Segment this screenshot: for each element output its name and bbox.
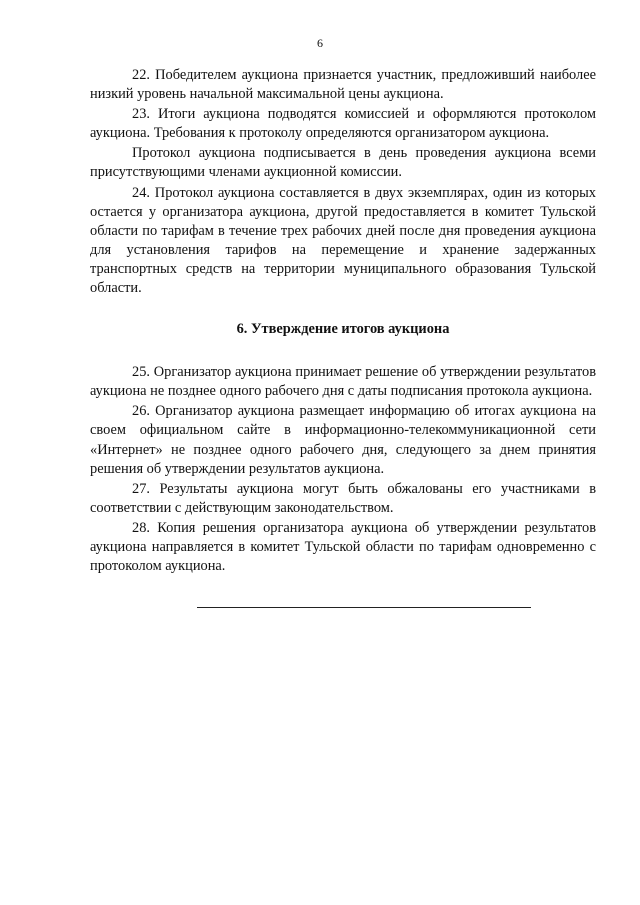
paragraph-28: 28. Копия решения организатора аукциона об утверждении результатов аукциона направляется в комитет Тульской области по тарифам одновременно с протоколом аукциона.	[90, 519, 596, 575]
paragraph-24: 24. Протокол аукциона составляется в двух экземплярах, один из которых остается у организатора аукциона, другой предоставляется в комитет Тульской области по тарифам в течение трех рабочих дней после дня проведения аукциона для установления тарифов на перемещение и хранение задержанных транспортных средств на территории муниципального образования Тульской области.	[90, 184, 596, 297]
section-approval-of-results	[90, 363, 596, 576]
end-of-document-line	[197, 607, 531, 608]
section-auction-results	[90, 66, 596, 298]
paragraph-protocol-signing: Протокол аукциона подписывается в день проведения аукциона всеми присутствующими членами аукционной комиссии.	[90, 145, 596, 181]
paragraph-23: 23. Итоги аукциона подводятся комиссией и оформляются протоколом аукциона. Требования к протоколу определяются организатором аукциона.	[90, 106, 596, 142]
paragraph-27: 27. Результаты аукциона могут быть обжалованы его участниками в соответствии с действующим законодательством.	[90, 480, 596, 516]
page-number: 6	[317, 36, 323, 50]
paragraph-22: 22. Победителем аукциона признается участник, предложивший наиболее низкий уровень начальной максимальной цены аукциона.	[90, 67, 596, 103]
paragraph-26: 26. Организатор аукциона размещает информацию об итогах аукциона на своем официальном сайте в информационно-телекоммуникационной сети «Интернет» не позднее одного рабочего дня, следующего за днем принятия решения об утверждении результатов аукциона.	[90, 403, 596, 477]
paragraph-25: 25. Организатор аукциона принимает решение об утверждении результатов аукциона не позднее одного рабочего дня с даты подписания протокола аукциона.	[90, 364, 596, 400]
section-heading: 6. Утверждение итогов аукциона	[236, 321, 450, 338]
document-body	[90, 66, 596, 576]
